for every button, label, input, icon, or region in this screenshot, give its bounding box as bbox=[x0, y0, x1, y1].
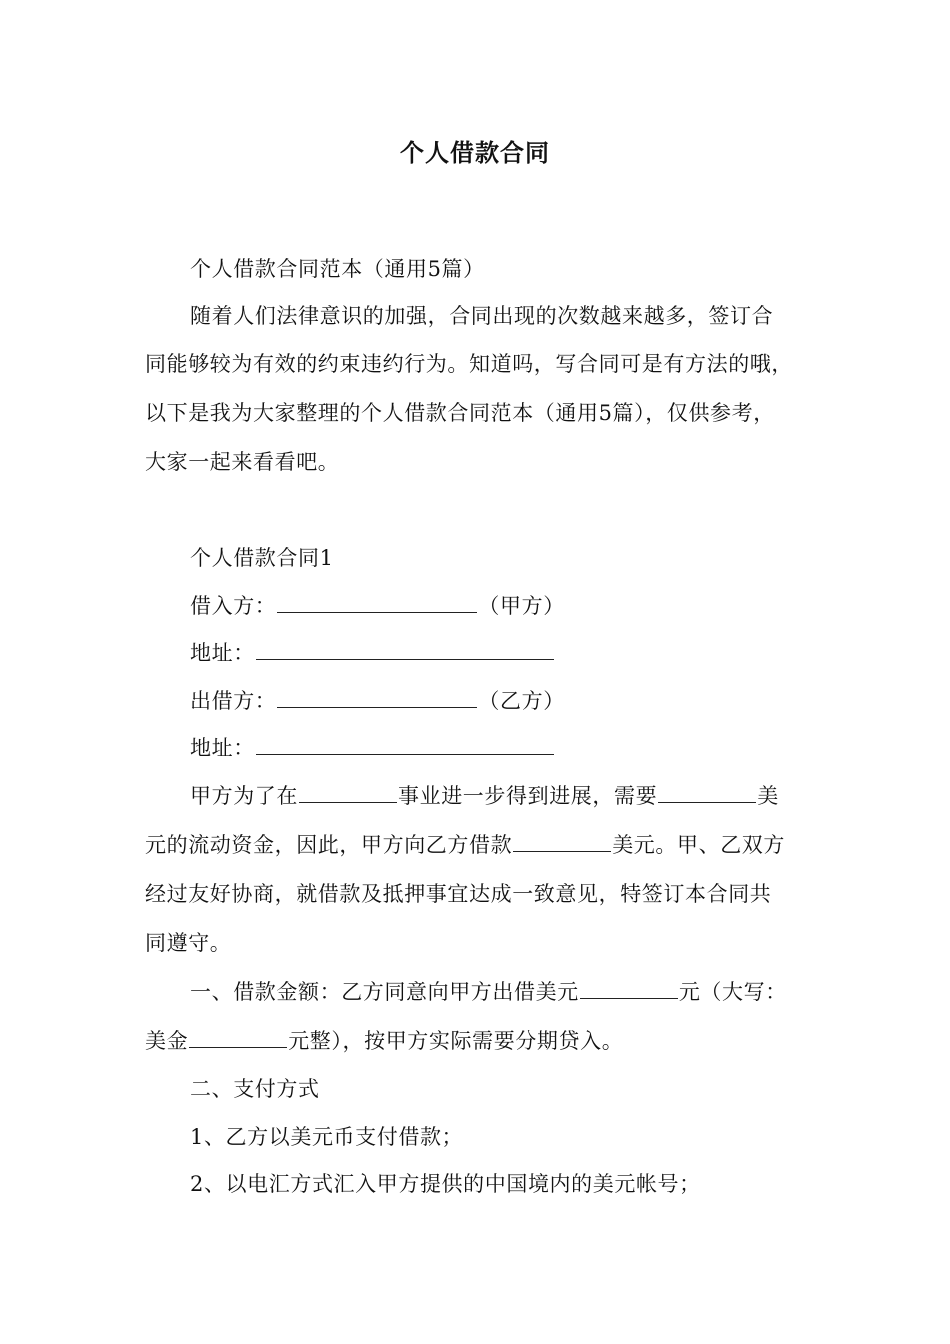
clause2-item-1: 1、乙方以美元币支付借款； bbox=[190, 1125, 464, 1149]
borrower-suffix: （甲方） bbox=[478, 594, 565, 618]
lender-label: 出借方： bbox=[190, 689, 277, 713]
business-blank bbox=[299, 782, 397, 803]
section-heading: 个人借款合同1 bbox=[190, 546, 334, 570]
para1-line-2 bbox=[145, 830, 835, 860]
intro-line-4: 大家一起来看看吧。 bbox=[145, 450, 340, 474]
para1-text-e: 美元。甲、乙双方 bbox=[612, 833, 786, 857]
clause1-text-d: 元整），按甲方实际需要分期贷入。 bbox=[288, 1029, 624, 1053]
address-label-2: 地址： bbox=[190, 736, 255, 760]
para1-text-a: 甲方为了在 bbox=[190, 784, 298, 808]
clause1-text-b: 元（大写： bbox=[678, 980, 787, 1004]
clause2-item-2: 2、以电汇方式汇入甲方提供的中国境内的美元帐号； bbox=[190, 1172, 701, 1196]
para1-text-b: 事业进一步得到进展，需要 bbox=[398, 784, 658, 808]
para1-text-c: 美 bbox=[757, 784, 779, 808]
address-blank bbox=[256, 639, 554, 660]
borrower-row bbox=[190, 591, 880, 621]
loan-amount-blank bbox=[513, 831, 611, 852]
para1-text-d: 元的流动资金，因此，甲方向乙方借款 bbox=[145, 833, 513, 857]
address-label: 地址： bbox=[190, 641, 255, 665]
address-blank-2 bbox=[256, 734, 554, 755]
lender-row bbox=[190, 686, 880, 716]
para1-line-4: 同遵守。 bbox=[145, 931, 232, 955]
clause1-line-1 bbox=[190, 977, 880, 1007]
clause2-heading: 二、支付方式 bbox=[190, 1077, 320, 1101]
borrower-blank bbox=[277, 592, 477, 613]
para1-line-3: 经过友好协商，就借款及抵押事宜达成一致意见，特签订本合同共 bbox=[145, 882, 772, 906]
clause1-amount-blank bbox=[580, 978, 678, 999]
lender-blank bbox=[277, 687, 477, 708]
clause1-text-a: 一、借款金额：乙方同意向甲方出借美元 bbox=[190, 980, 579, 1004]
para1-line-1 bbox=[190, 781, 880, 811]
intro-line-1: 随着人们法律意识的加强，合同出现的次数越来越多，签订合 bbox=[190, 304, 774, 328]
intro-line-2: 同能够较为有效的约束违约行为。知道吗，写合同可是有方法的哦， bbox=[145, 352, 793, 376]
amount-needed-blank bbox=[658, 782, 756, 803]
clause1-line-2 bbox=[145, 1026, 835, 1056]
intro-line-3: 以下是我为大家整理的个人借款合同范本（通用5篇），仅供参考， bbox=[145, 401, 775, 425]
borrower-address-row bbox=[190, 638, 880, 668]
document-title: 个人借款合同 bbox=[400, 139, 550, 167]
document-subtitle: 个人借款合同范本（通用5篇） bbox=[190, 257, 485, 281]
clause1-words-blank bbox=[189, 1027, 287, 1048]
lender-suffix: （乙方） bbox=[478, 689, 565, 713]
clause1-text-c: 美金 bbox=[145, 1029, 189, 1053]
borrower-label: 借入方： bbox=[190, 594, 277, 618]
lender-address-row bbox=[190, 733, 880, 763]
